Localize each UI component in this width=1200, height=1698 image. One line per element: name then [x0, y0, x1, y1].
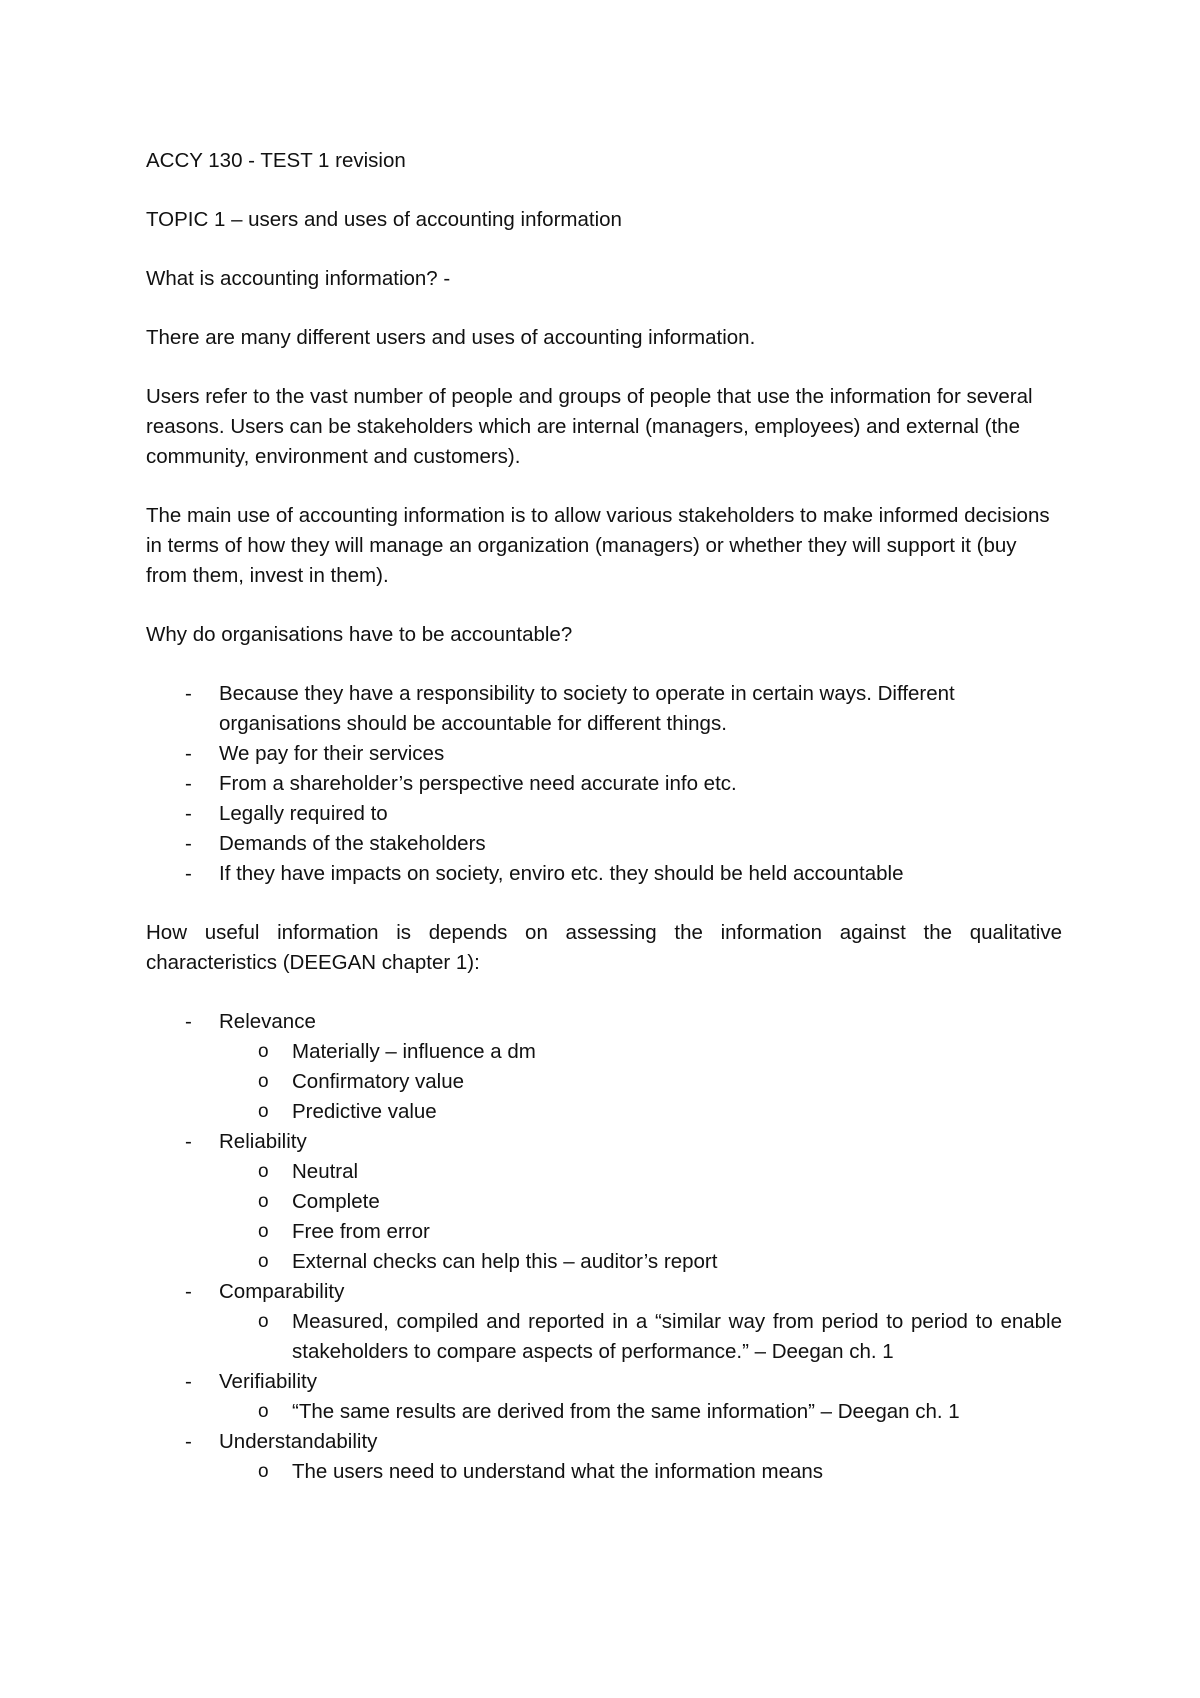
sub-point [219, 1097, 1062, 1127]
sub-point-text: Neutral [292, 1160, 359, 1183]
dash-marker: - [185, 1430, 192, 1453]
characteristic-understandability [146, 1427, 1062, 1487]
sub-point-text: Confirmatory value [292, 1070, 465, 1093]
circle-marker: o [258, 1101, 269, 1122]
circle-marker: o [258, 1041, 269, 1062]
characteristic-points [219, 1157, 1062, 1277]
circle-marker: o [258, 1071, 269, 1092]
sub-point [219, 1397, 1062, 1427]
sub-point [219, 1187, 1062, 1217]
characteristic-points [219, 1397, 1062, 1427]
dash-marker: - [185, 802, 192, 825]
characteristic-name: Reliability [219, 1130, 307, 1153]
sub-point-text: Complete [292, 1190, 380, 1213]
sub-point-text: Predictive value [292, 1100, 437, 1123]
document-title: ACCY 130 - TEST 1 revision [146, 149, 406, 172]
circle-marker: o [258, 1161, 269, 1182]
sub-point [219, 1157, 1062, 1187]
characteristic-points [219, 1307, 1062, 1367]
topic-heading: TOPIC 1 – users and uses of accounting information [146, 208, 622, 231]
circle-marker: o [258, 1461, 269, 1482]
reason-text: Because they have a responsibility to society to operate in certain ways. Different organisations should be accountable for different things. [219, 682, 955, 735]
sub-point [219, 1247, 1062, 1277]
circle-marker: o [258, 1251, 269, 1272]
reason-item [146, 739, 1062, 769]
sub-point [219, 1067, 1062, 1097]
circle-marker: o [258, 1401, 269, 1422]
characteristic-comparability [146, 1277, 1062, 1367]
characteristic-verifiability [146, 1367, 1062, 1427]
paragraph-users-and-uses: There are many different users and uses of accounting information. [146, 326, 756, 349]
reason-item [146, 679, 1062, 739]
reason-item [146, 829, 1062, 859]
reason-item [146, 769, 1062, 799]
sub-point [219, 1307, 1062, 1367]
sub-point [219, 1217, 1062, 1247]
question-accountability: Why do organisations have to be accountable? [146, 623, 573, 646]
dash-marker: - [185, 1370, 192, 1393]
characteristic-name: Relevance [219, 1010, 316, 1033]
paragraph-main-use: The main use of accounting information is to allow various stakeholders to make informed decisions in terms of how they will manage an organization (managers) or whether they will support it (buy from them, invest in them). [146, 504, 1050, 587]
reason-item [146, 859, 1062, 889]
circle-marker: o [258, 1311, 269, 1332]
dash-marker: - [185, 772, 192, 795]
characteristic-name: Verifiability [219, 1370, 317, 1393]
characteristic-relevance [146, 1007, 1062, 1127]
sub-point-text: Materially – influence a dm [292, 1040, 536, 1063]
characteristic-points [219, 1037, 1062, 1127]
dash-marker: - [185, 832, 192, 855]
sub-point-text: Free from error [292, 1220, 430, 1243]
characteristic-reliability [146, 1127, 1062, 1277]
sub-point [219, 1457, 1062, 1487]
reason-text: From a shareholder’s perspective need accurate info etc. [219, 772, 737, 795]
characteristic-name: Comparability [219, 1280, 345, 1303]
reasons-list [146, 679, 1062, 889]
characteristic-name: Understandability [219, 1430, 378, 1453]
circle-marker: o [258, 1221, 269, 1242]
reason-text: Demands of the stakeholders [219, 832, 486, 855]
dash-marker: - [185, 1010, 192, 1033]
paragraph-qualitative-characteristics: How useful information is depends on assessing the information against the qualitative characteristics (DEEGAN chapter 1): [146, 921, 1062, 974]
paragraph-users-definition: Users refer to the vast number of people and groups of people that use the information for several reasons. Users can be stakeholders which are internal (managers, employees) and external (the community, environment and customers). [146, 385, 1033, 468]
sub-point-text: External checks can help this – auditor’s report [292, 1250, 718, 1273]
characteristic-points [219, 1457, 1062, 1487]
dash-marker: - [185, 862, 192, 885]
dash-marker: - [185, 1280, 192, 1303]
dash-marker: - [185, 742, 192, 765]
reason-text: We pay for their services [219, 742, 445, 765]
circle-marker: o [258, 1191, 269, 1212]
document-body [146, 146, 1062, 1516]
question-accounting-information: What is accounting information? - [146, 267, 451, 290]
reason-text: If they have impacts on society, enviro etc. they should be held accountable [219, 862, 904, 885]
sub-point-text: The users need to understand what the information means [292, 1460, 824, 1483]
sub-point [219, 1037, 1062, 1067]
characteristics-list [146, 1007, 1062, 1487]
sub-point-text: Measured, compiled and reported in a “similar way from period to period to enable stakeholders to compare aspects of performance.” – Deegan ch. 1 [292, 1310, 1062, 1363]
reason-item [146, 799, 1062, 829]
dash-marker: - [185, 1130, 192, 1153]
sub-point-text: “The same results are derived from the same information” – Deegan ch. 1 [292, 1400, 960, 1423]
dash-marker: - [185, 682, 192, 705]
reason-text: Legally required to [219, 802, 388, 825]
